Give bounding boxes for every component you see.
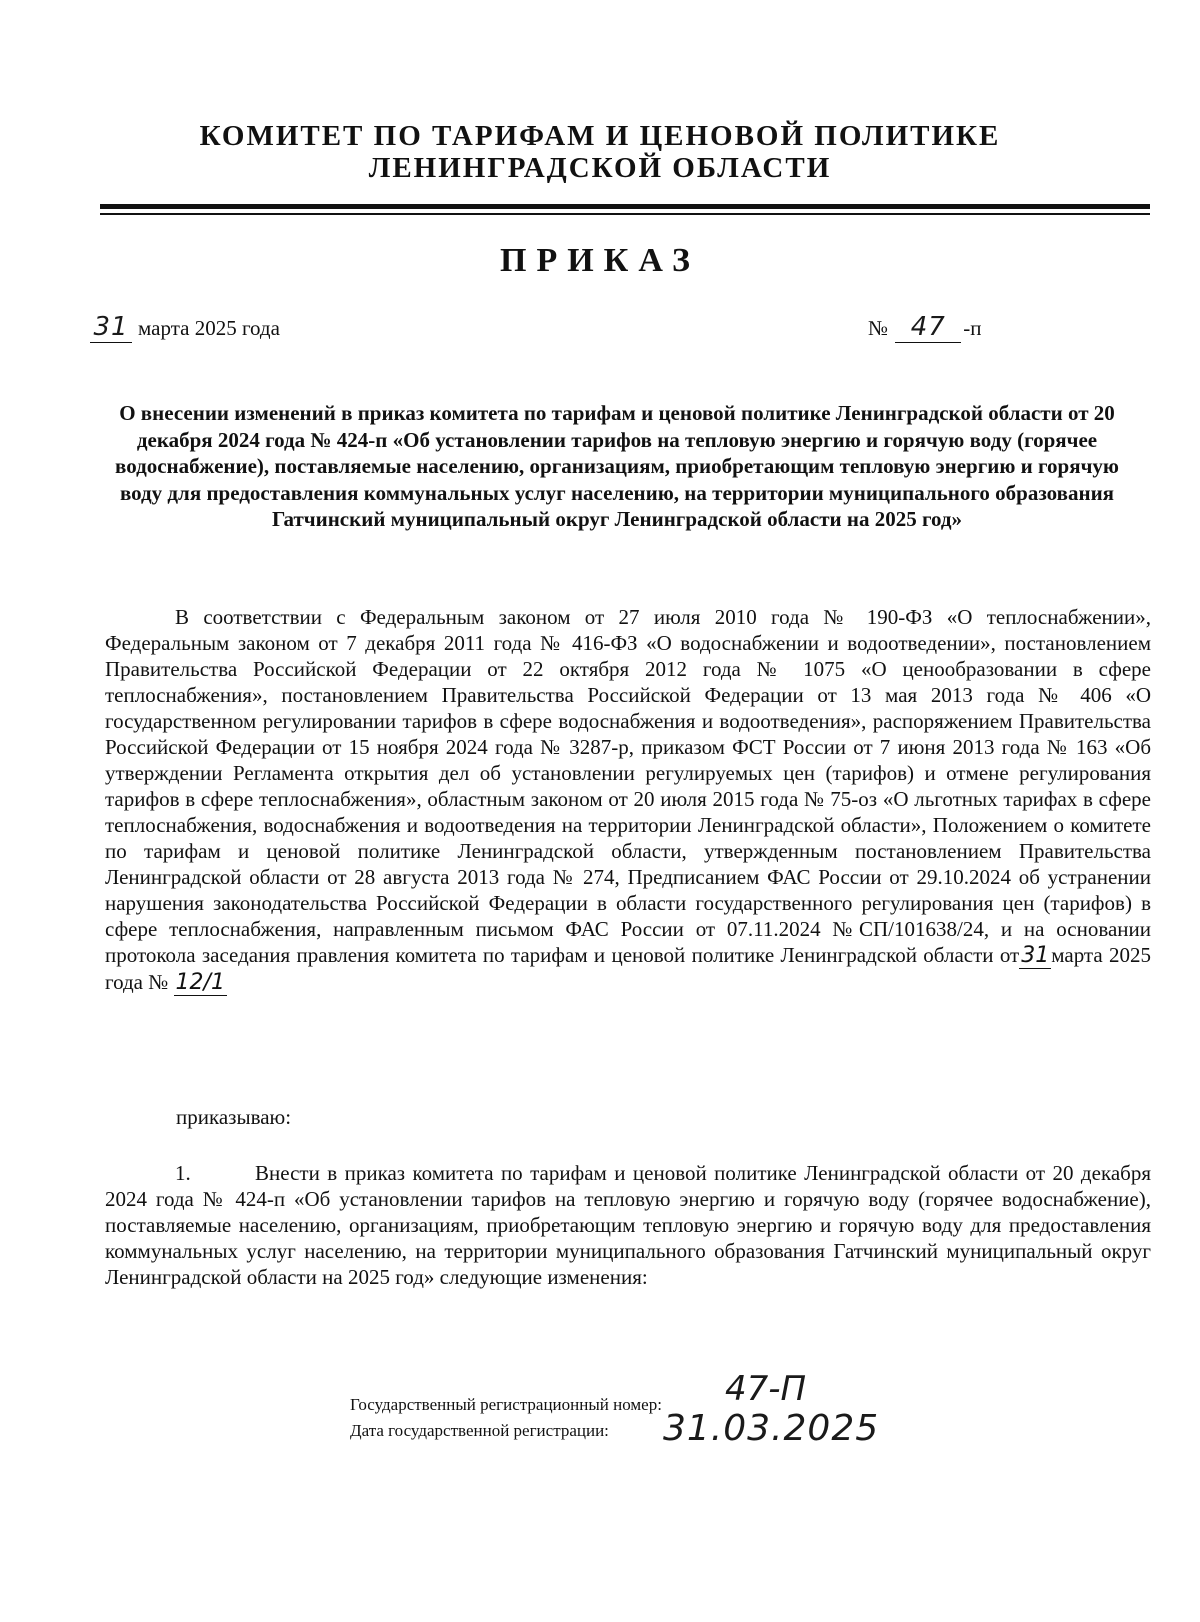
registration-stamp bbox=[350, 1369, 880, 1449]
order-item-1 bbox=[105, 1160, 1151, 1290]
preamble-paragraph bbox=[105, 604, 1151, 996]
preamble-protocol-date: марта 2025 года № bbox=[105, 943, 1151, 994]
organization-name-line2: ЛЕНИНГРАДСКОЙ ОБЛАСТИ bbox=[368, 152, 832, 184]
header-divider-thick bbox=[100, 204, 1150, 209]
document-title: О внесении изменений в приказ комитета по тарифам и ценовой политике Ленинградской области от 20 декабря 2024 года № 424-п «Об установлении тарифов на тепловую энергию и горячую воду (горячее водоснабжение), поставляемые населению, организациям, приобретающим тепловую энергию и горячую воду для предоставления коммунальных услуг населению, на территории муниципального образования Гатчинский муниципальный округ Ленинградской области на 2025 год» bbox=[115, 401, 1119, 531]
document-type-heading: ПРИКАЗ bbox=[500, 242, 700, 279]
organization-name-line1: КОМИТЕТ ПО ТАРИФАМ И ЦЕНОВОЙ ПОЛИТИКЕ bbox=[199, 120, 1001, 152]
order-item-text: Внести в приказ комитета по тарифам и ценовой политике Ленинградской области от 20 декабря 2024 года № 424-п «Об установлении тарифов на тепловую энергию и горячую воду (горячее водоснабжение), поставляемые населению, организациям, приобретающим тепловую энергию и горячую воду для предоставления коммунальных услуг населению, на территории муниципального образования Гатчинский муниципальный округ Ленинградской области на 2025 год» следующие изменения: bbox=[105, 1161, 1151, 1289]
registration-number-row bbox=[350, 1369, 807, 1421]
handwritten-registration-number: 47-П bbox=[725, 1369, 807, 1409]
order-number-suffix: -п bbox=[963, 316, 982, 340]
registration-date-row bbox=[350, 1408, 880, 1449]
header-divider-thin bbox=[100, 213, 1150, 215]
order-number-prefix: № bbox=[868, 316, 889, 340]
header-divider bbox=[100, 204, 1150, 216]
registration-date-label: Дата государственной регистрации: bbox=[350, 1421, 609, 1440]
handwritten-protocol-number: 12/1 bbox=[175, 970, 225, 995]
order-date bbox=[90, 312, 280, 343]
preamble-text: В соответствии с Федеральным законом от 27 июля 2010 года № 190-ФЗ «О теплоснабжении», Федеральным законом от 7 декабря 2011 года № 416-ФЗ «О водоснабжении и водоотведении», постановлением Правительства Российской Федерации от 22 октября 2012 года № 1075 «О ценообразовании в сфере теплоснабжения», постановлением Правительства Российской Федерации от 13 мая 2013 года № 406 «О государственном регулировании тарифов в сфере водоснабжения и водоотведения», распоряжением Правительства Российской Федерации от 15 ноября 2024 года № 3287-р, приказом ФСТ России от 7 июня 2013 года № 163 «Об утверждении Регламента открытия дел об установлении регулируемых цен (тарифов) и отмене регулирования тарифов в сфере теплоснабжения», областным законом от 20 июля 2015 года № 75-оз «О льготных тарифах в сфере теплоснабжения, водоснабжения и водоотведения на территории Ленинградской области», Положением о комитете по тарифам и ценовой политике Ленинградской области, утвержденным постановлением Правительства Ленинградской области от 28 августа 2013 года № 274, Предписанием ФАС России от 29.10.2024 об устранении нарушения законодательства Российской Федерации в области государственного регулирования цен (тарифов) в сфере теплоснабжения, направленным письмом ФАС России от 07.11.2024 №СП/101638/24, и на основании протокола заседания правления комитета по тарифам и ценовой политике Ленинградской области от bbox=[105, 605, 1151, 967]
handwritten-protocol-day: 31 bbox=[1021, 943, 1050, 968]
order-item-number: 1. bbox=[175, 1161, 191, 1185]
order-directive: приказываю: bbox=[176, 1105, 292, 1129]
order-date-text: марта 2025 года bbox=[138, 316, 280, 340]
organization-header bbox=[0, 120, 1200, 184]
handwritten-order-number: 47 bbox=[895, 312, 961, 343]
handwritten-date-day: 31 bbox=[90, 312, 132, 343]
handwritten-registration-date: 31.03.2025 bbox=[663, 1408, 880, 1449]
registration-number-label: Государственный регистрационный номер: bbox=[350, 1395, 662, 1414]
order-number bbox=[868, 312, 982, 343]
